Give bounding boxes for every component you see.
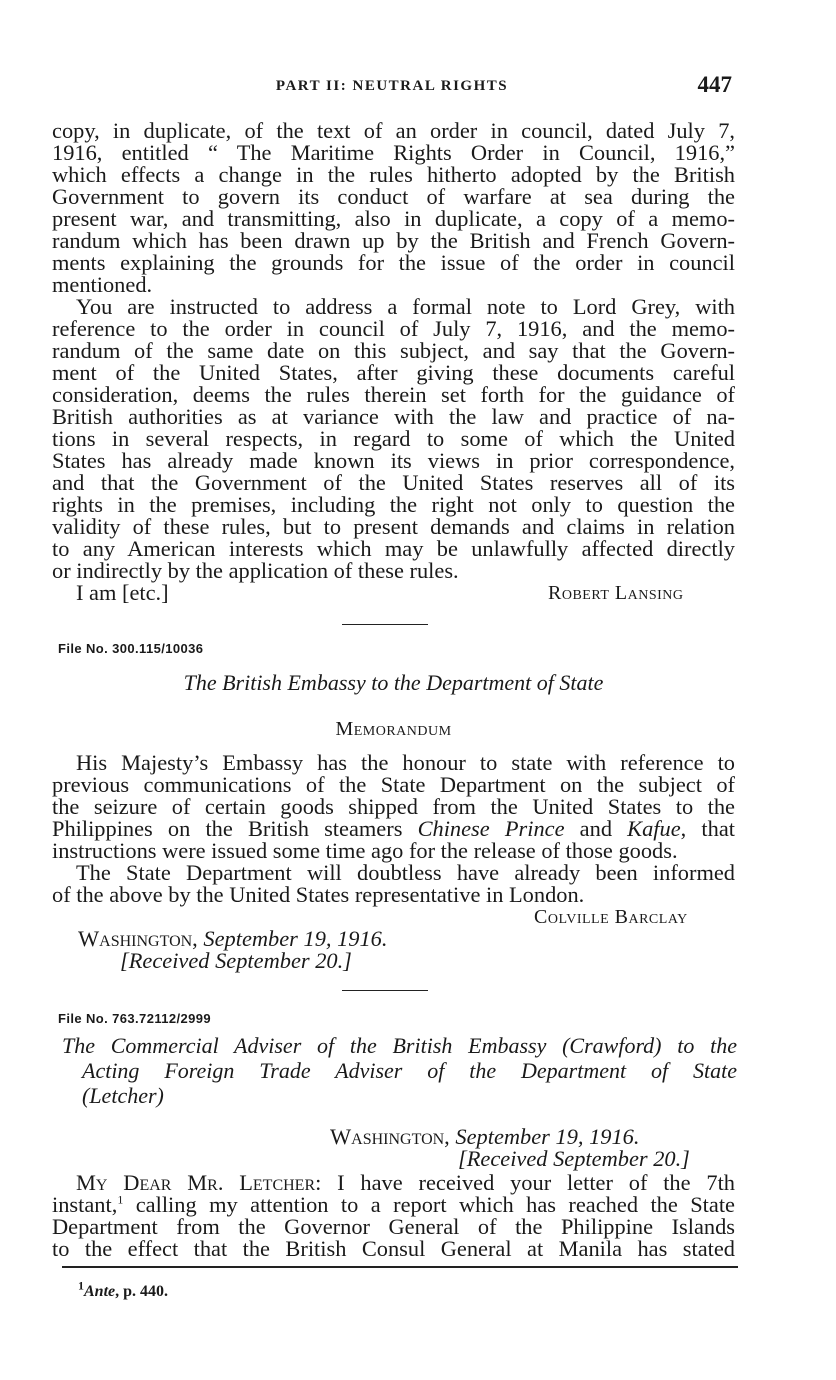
body-line: of the above by the United States representative in London. — [52, 882, 585, 907]
body-line — [52, 818, 735, 840]
running-head: PART II: NEUTRAL RIGHTS — [275, 78, 509, 94]
body-line: the seizure of certain goods shipped from the United States to the — [52, 794, 735, 819]
body-line: mentioned. — [52, 272, 153, 297]
body-line: present war, and transmitting, also in duplicate, a copy of a memo- — [52, 206, 735, 231]
text-fragment: calling my attention to a report which has reached the State — [123, 1192, 735, 1217]
body-line: 1916, entitled “ The Maritime Rights Order in Council, 1916,” — [52, 140, 735, 165]
body-line: randum of the same date on this subject, and say that the Govern- — [52, 338, 735, 363]
body-line: and that the Government of the United States reserves all of its — [52, 470, 735, 495]
page-header — [52, 72, 732, 102]
received-date: [Received September 20.] — [458, 1146, 690, 1171]
footnote-ref: Ante — [84, 1283, 116, 1300]
body-line — [52, 1194, 735, 1216]
ship-name: Chinese Prince — [417, 816, 565, 841]
footnote-text: , p. 440. — [115, 1283, 169, 1300]
footnote-number: 1 — [78, 1278, 84, 1293]
document-title: (Letcher) — [82, 1083, 164, 1108]
body-line: tions in several respects, in regard to some of which the United — [52, 426, 735, 451]
place: Washington, — [78, 926, 198, 951]
signature-barclay: Colville Barclay — [534, 906, 688, 928]
body-line: copy, in duplicate, of the text of an order in council, dated July 7, — [52, 118, 735, 143]
body-line: States has already made known its views in prior correspondence, — [52, 448, 735, 473]
closing: I am [etc.] — [76, 580, 169, 605]
date: September 19, 1916. — [203, 926, 388, 951]
dateline — [330, 1126, 639, 1148]
body-line: British authorities as at variance with the law and practice of na- — [52, 404, 735, 429]
body-line: previous communications of the State Department on the subject of — [52, 772, 735, 797]
received-line — [120, 950, 352, 972]
dateline — [78, 928, 387, 950]
text-fragment: I have received your letter of the 7th — [321, 1170, 735, 1195]
section-divider — [342, 990, 428, 991]
body-line: validity of these rules, but to present demands and claims in relation — [52, 514, 735, 539]
body-line: reference to the order in council of July 7, 1916, and the memo- — [52, 316, 735, 341]
body-line: His Majesty’s Embassy has the honour to state with reference to — [76, 750, 735, 775]
body-line: ments explaining the grounds for the issue of the order in council — [52, 250, 735, 275]
body-line: to the effect that the British Consul General at Manila has stated — [52, 1236, 735, 1261]
body-line: ment of the United States, after giving these documents careful — [52, 360, 735, 385]
page-number: 447 — [697, 72, 732, 97]
body-line: to any American interests which may be unlawfully affected directly — [52, 536, 735, 561]
body-line: which effects a change in the rules hitherto adopted by the British — [52, 162, 735, 187]
footnote — [78, 1278, 169, 1301]
received-line — [458, 1148, 690, 1170]
text-fragment: instant, — [52, 1192, 118, 1217]
body-line: The State Department will doubtless have already been informed — [76, 860, 735, 885]
text-fragment: and — [564, 816, 628, 841]
body-line — [76, 1172, 735, 1194]
body-line: instructions were issued some time ago for the release of those goods. — [52, 838, 678, 863]
signature-lansing: Robert Lansing — [548, 582, 684, 604]
body-line: You are instructed to address a formal note to Lord Grey, with — [76, 294, 735, 319]
section-divider — [342, 624, 428, 625]
salutation: My Dear Mr. Letcher: — [76, 1170, 322, 1195]
ship-name: Kafue — [627, 816, 681, 841]
date: September 19, 1916. — [455, 1124, 640, 1149]
body-line: rights in the premises, including the right not only to question the — [52, 492, 735, 517]
body-line: or indirectly by the application of these rules. — [52, 558, 459, 583]
memorandum-heading: Memorandum — [335, 718, 452, 740]
footnote-marker: 1 — [117, 1192, 124, 1207]
received-date: [Received September 20.] — [120, 948, 352, 973]
footnote-rule — [62, 1266, 738, 1268]
body-line: consideration, deems the rules therein set forth for the guidance of — [52, 382, 735, 407]
body-line: Department from the Governor General of the Philippine Islands — [52, 1214, 735, 1239]
file-number: File No. 763.72112/2999 — [58, 1011, 212, 1026]
body-line: Government to govern its conduct of warfare at sea during the — [52, 184, 735, 209]
file-number: File No. 300.115/10036 — [58, 641, 204, 656]
document-title: Acting Foreign Trade Adviser of the Department of State — [82, 1058, 737, 1083]
body-line: randum which has been drawn up by the British and French Govern- — [52, 228, 735, 253]
place: Washington, — [330, 1124, 450, 1149]
document-title: The British Embassy to the Department of State — [183, 670, 604, 695]
text-fragment: , that — [680, 816, 735, 841]
text-fragment: Philippines on the British steamers — [52, 816, 418, 841]
document-title: The Commercial Adviser of the British Embassy (Crawford) to the — [62, 1033, 737, 1058]
